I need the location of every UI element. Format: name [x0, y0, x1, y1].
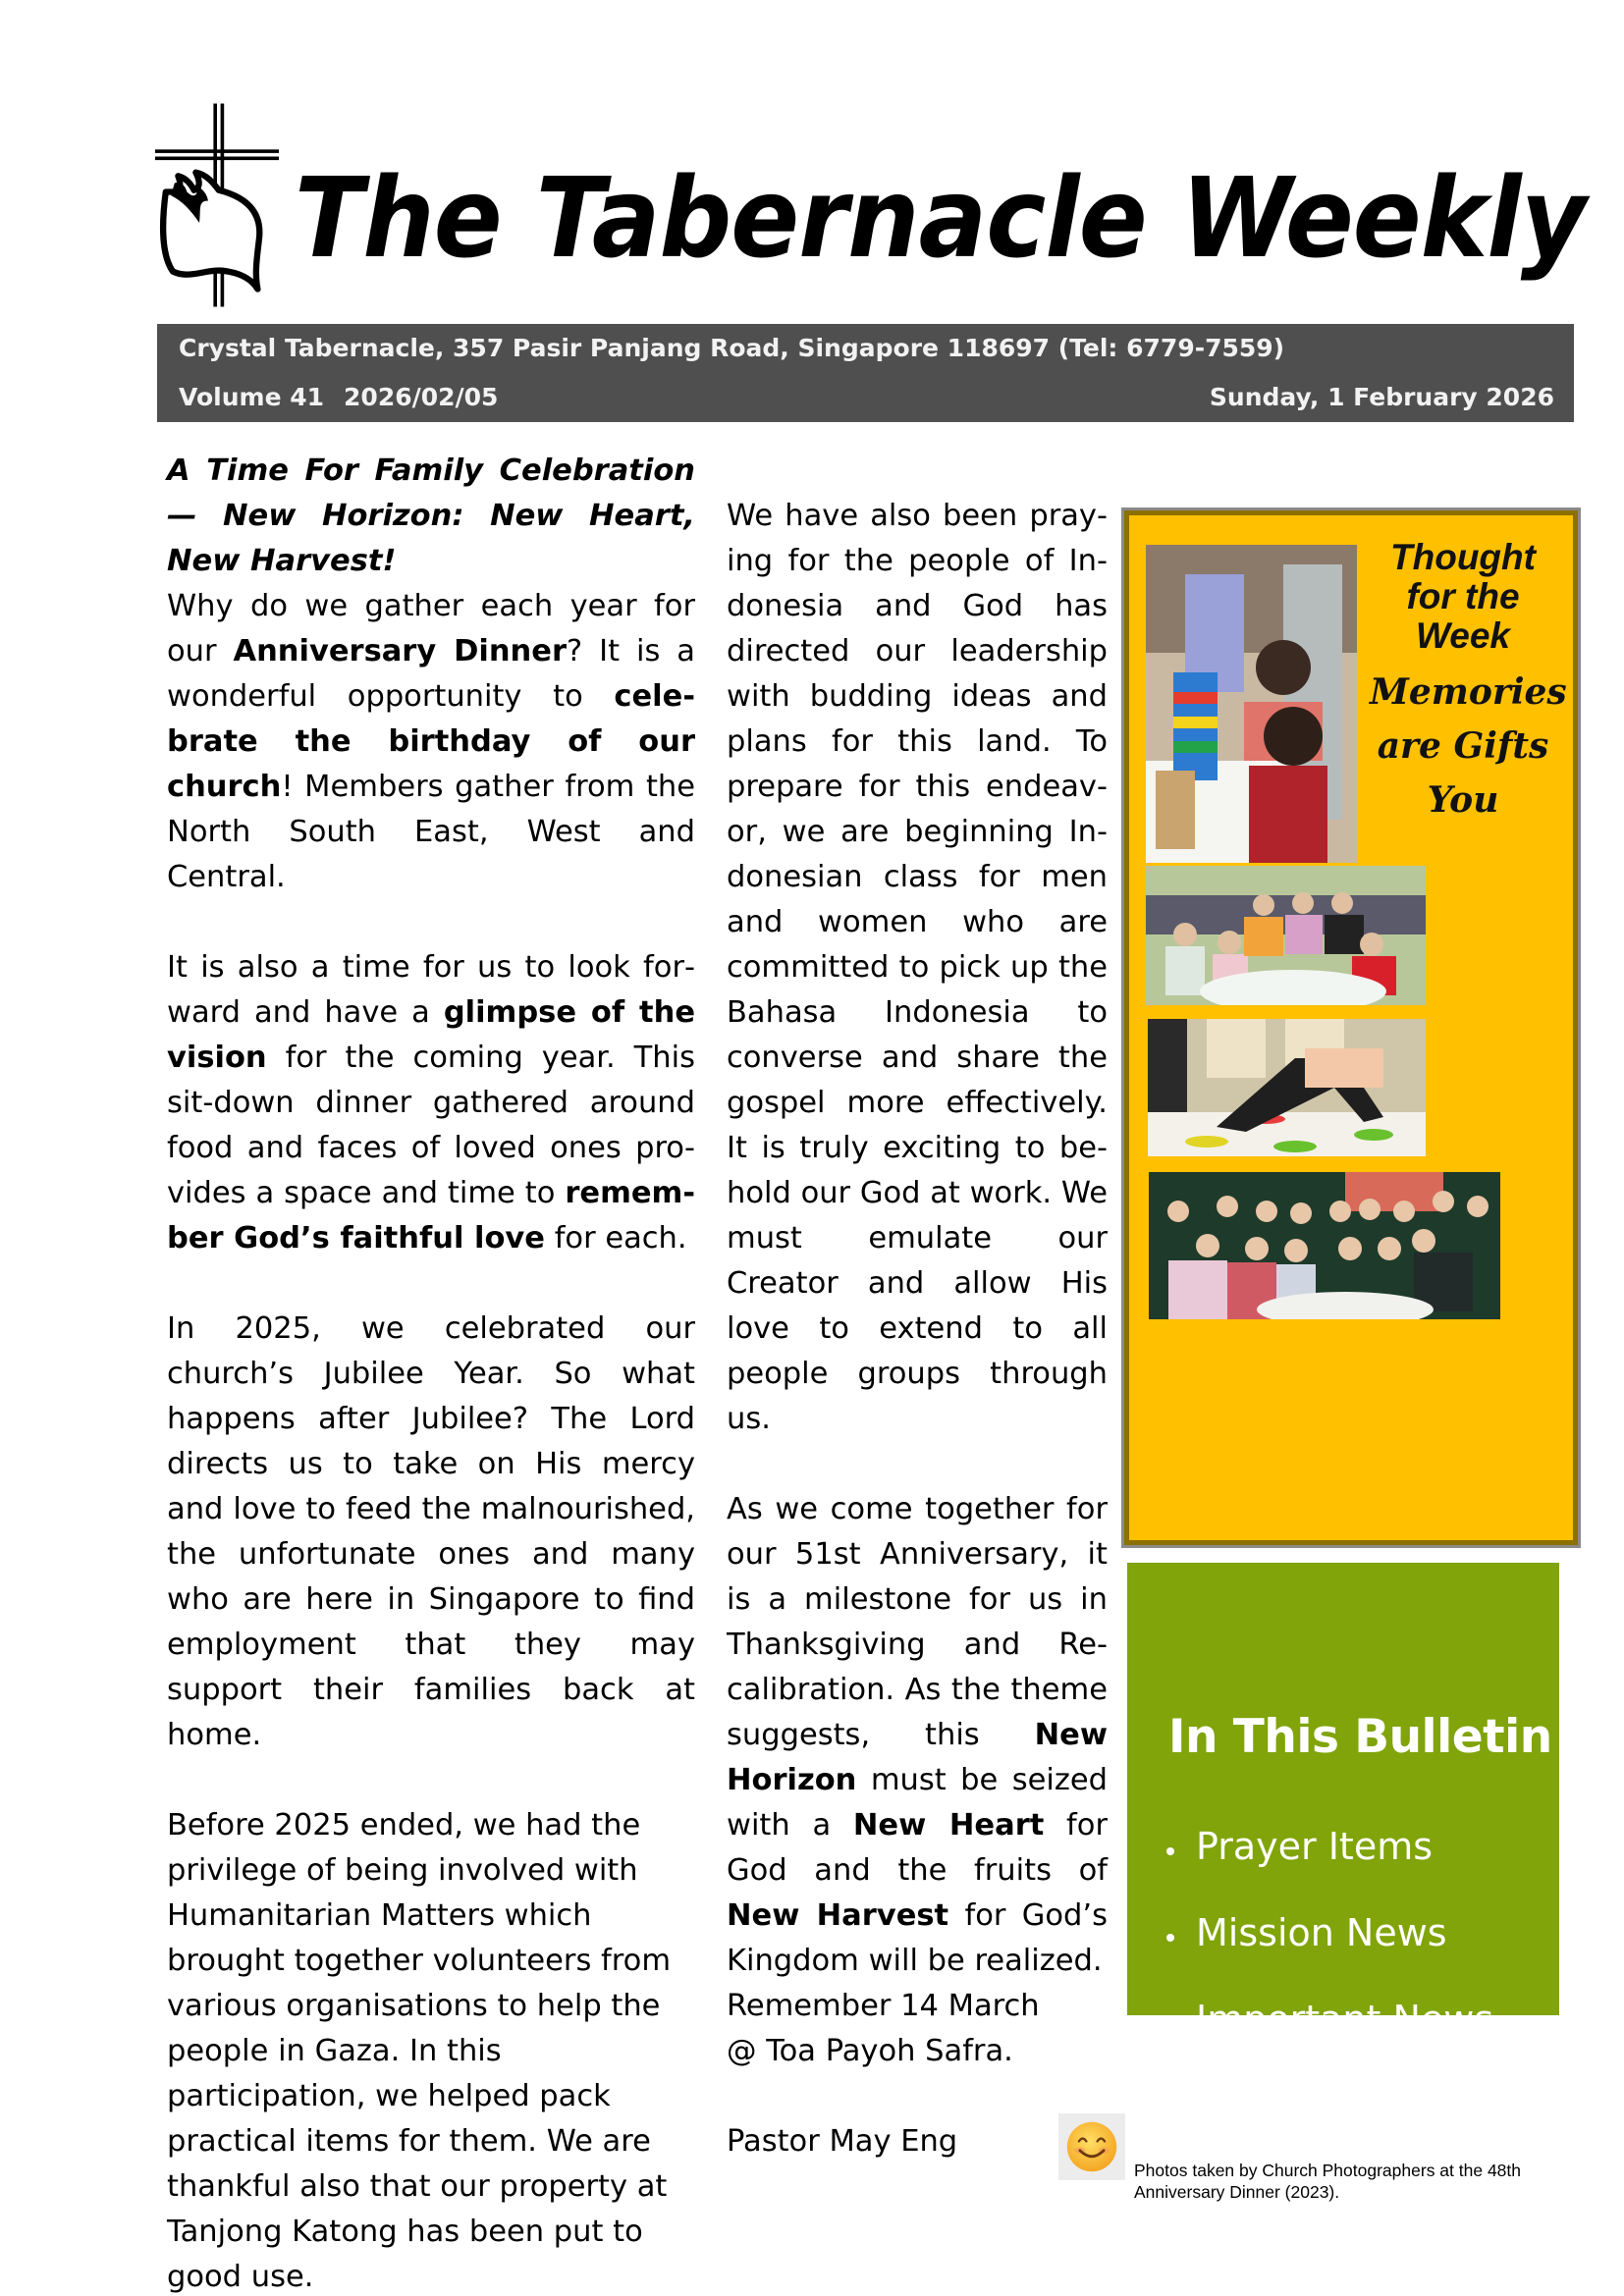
- photo-children-playing: [1146, 545, 1357, 863]
- smiling-face-icon: [1058, 2113, 1125, 2180]
- issue-code: 2026/02/05: [344, 383, 499, 411]
- photo-twister-game: [1148, 1019, 1426, 1156]
- photo-caption: Photos taken by Church Photographers at the 48th Anniversary Dinner (2023).: [1134, 2161, 1522, 2202]
- article-paragraph-4: Before 2025 ended, we had the privilege of being involved with Humanitarian Matters which brought together volunteers from various organisations to help the people in Gaza. In this participation, we helped pack practical items for them. We are thankful also that our property at Tanjong Katong has been put to good use.: [167, 1808, 672, 2294]
- church-address: Crystal Tabernacle, 357 Pasir Panjang Road, Singapore 118697 (Tel: 6779-7559): [179, 334, 1285, 362]
- article-paragraph-3: In 2025, we celebrated our church’s Jubilee Year. So what happens after Jubilee? The Lord directs us to take on His mercy and love to feed the malnourished, the unfortunate ones and many who are here in Singapore to find employment that they may support their families back at home.: [167, 1311, 695, 1752]
- article-paragraph-5: We have also been praying for the people of Indonesia and God has directed our leadership with budding ideas and plans for this land. To prepare for this endeavor, we are beginning Indonesian class for men and women who are committed to pick up the Bahasa Indonesia to converse and share the gospel more effectively. It is truly exciting to behold our God at work. We must emulate our Creator and allow His love to extend to all people groups through us.: [727, 499, 1108, 1436]
- info-bar: [157, 324, 1574, 422]
- bulletin-item-important-news: Important News: [1166, 1976, 1493, 2062]
- volume-number: Volume 41: [179, 383, 325, 411]
- reminder-venue: @ Toa Payoh Safra.: [727, 2034, 1013, 2068]
- bulletin-item-mission-news: Mission News: [1166, 1890, 1493, 1976]
- bullet-icon: [1166, 1847, 1174, 1855]
- thought-heading: Thought for the Week: [1390, 537, 1536, 656]
- article-paragraph-2: It is also a time for us to look forward and have a glimpse of the vision for the coming year. This sit-down dinner gathered around food and faces of loved ones provides a space and time to remember God’s faithful love for each.: [167, 950, 696, 1255]
- bulletin-item-prayer-items: Prayer Items: [1166, 1803, 1493, 1890]
- newsletter-title: The Tabernacle Weekly: [295, 155, 1587, 283]
- church-logo-icon: [155, 102, 279, 308]
- signature: Pastor May Eng: [727, 2124, 958, 2159]
- bullet-icon: [1166, 2020, 1174, 2028]
- thought-for-the-week-panel: [1124, 510, 1578, 1545]
- in-this-bulletin-panel: [1127, 1563, 1559, 2041]
- article-paragraph-6: As we come together for our 51st Anniversary, it is a milestone for us in Thanksgiving and Recalibration. As the theme suggests, this New Horizon must be seized with a New Heart for God and the fruits of New Harvest for God’s Kingdom will be realized.: [727, 1492, 1108, 1978]
- volume-info: [179, 383, 498, 411]
- bulletin-title: In This Bulletin: [1168, 1710, 1552, 1764]
- article-headline: A Time For Family Celebration— New Horizon: New Heart, New Harvest!: [167, 454, 695, 578]
- article-column-left: [167, 449, 695, 2296]
- bullet-icon: [1166, 1934, 1174, 1942]
- issue-date: Sunday, 1 February 2026: [1209, 383, 1554, 411]
- article-column-middle: [727, 494, 1108, 2164]
- photo-youth-group: [1149, 1172, 1500, 1319]
- thought-text: Memories are Gifts You: [1370, 671, 1567, 821]
- reminder-date: Remember 14 March: [727, 1989, 1040, 2023]
- article-paragraph-1: Why do we gather each year for our Anniversary Dinner? It is a wonderful opportunity to celebrate the birthday of our church! Members gather from the North South East, West and Central.: [167, 589, 695, 894]
- photo-members-at-dinner: [1146, 866, 1426, 1005]
- bulletin-contents-list: [1166, 1803, 1493, 2062]
